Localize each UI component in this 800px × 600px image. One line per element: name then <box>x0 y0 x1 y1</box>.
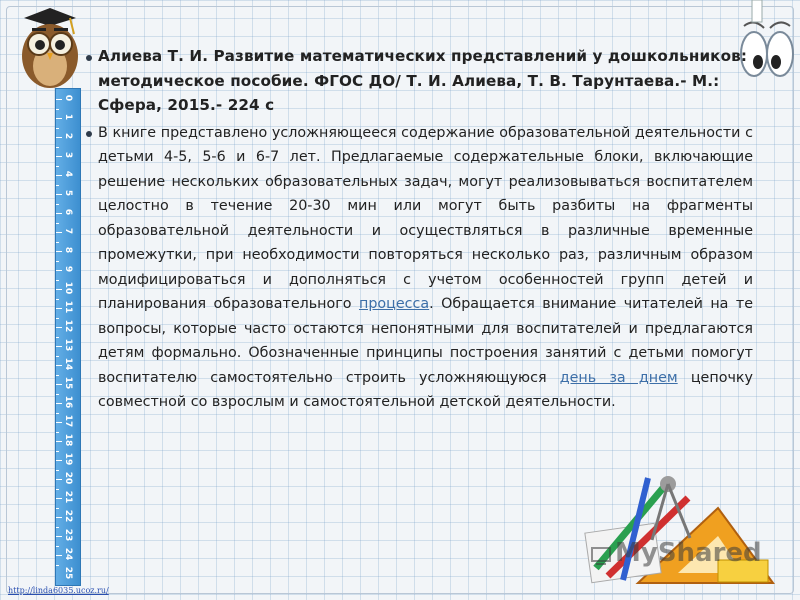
bullet-icon <box>86 131 92 137</box>
book-description <box>98 121 753 415</box>
ruler-tick <box>56 270 62 271</box>
ruler-tick <box>56 479 62 480</box>
ruler-tick <box>56 166 59 167</box>
ruler-tick <box>56 565 59 566</box>
ruler-tick <box>56 318 59 319</box>
ruler-tick <box>56 223 59 224</box>
ruler-tick <box>56 546 59 547</box>
ruler-number: 25 <box>63 566 73 580</box>
ruler-tick <box>56 432 59 433</box>
ruler-tick <box>56 156 62 157</box>
description-text: цепочку совместной со взрослым и самостоятельной детской деятельности. <box>98 369 753 410</box>
ruler-number: 0 <box>63 94 73 102</box>
ruler-tick <box>56 289 62 290</box>
ruler-number: 22 <box>63 509 73 523</box>
ruler-tick <box>56 517 62 518</box>
ruler-number: 5 <box>63 189 73 197</box>
ruler-tick <box>56 365 62 366</box>
ruler-tick <box>56 384 62 385</box>
ruler-tick <box>56 403 62 404</box>
ruler-number: 1 <box>63 113 73 121</box>
ruler-number: 6 <box>63 208 73 216</box>
description-text: . Обращается внимание читателей на те вопросы, которые часто остаются непонятными для воспитателей и предлагаются детям формально. Обозначенные принципы построения занятий с детьми помогут воспитателю самостоятельно строить усложняющуюся <box>98 296 753 386</box>
ruler-number: 9 <box>63 265 73 273</box>
bullet-icon <box>86 55 92 61</box>
ruler-tick <box>56 261 59 262</box>
ruler-tick <box>56 498 62 499</box>
ruler-number: 15 <box>63 376 73 390</box>
ruler-tick <box>56 185 59 186</box>
slide-content <box>98 44 753 415</box>
source-url-link[interactable]: http://linda6035.ucoz.ru/ <box>8 586 109 595</box>
watermark-text: MyShared <box>615 538 762 568</box>
ruler-tick <box>56 413 59 414</box>
book-citation-title: Алиева Т. И. Развитие математических представлений у дошкольников: методическое пособие. ФГОС ДО/ Т. И. Алиева, Т. В. Тарунтаева.- М.: Сфера, 2015.- 224 с <box>98 47 748 114</box>
ruler-tick <box>56 337 59 338</box>
watermark-logo-icon <box>590 544 612 566</box>
ruler-number: 13 <box>63 338 73 352</box>
ruler-tick <box>56 555 62 556</box>
ruler-tick <box>56 508 59 509</box>
ruler-tick <box>56 128 59 129</box>
ruler-number: 11 <box>63 300 73 314</box>
ruler-tick <box>56 280 59 281</box>
ruler-number: 19 <box>63 452 73 466</box>
ruler-tick <box>56 375 59 376</box>
ruler-tick <box>56 137 62 138</box>
ruler-number: 24 <box>63 547 73 561</box>
ruler-tick <box>56 441 62 442</box>
ruler-number: 21 <box>63 490 73 504</box>
ruler-tick <box>56 346 62 347</box>
ruler-number: 17 <box>63 414 73 428</box>
ruler-tick <box>56 470 59 471</box>
process-link[interactable]: процесса <box>358 296 430 312</box>
ruler-tick <box>56 118 62 119</box>
ruler-tick <box>56 489 59 490</box>
ruler-tick <box>56 147 59 148</box>
ruler-tick <box>56 327 62 328</box>
ruler-number: 14 <box>63 357 73 371</box>
ruler-tick <box>56 394 59 395</box>
ruler-tick <box>56 232 62 233</box>
ruler-number: 16 <box>63 395 73 409</box>
ruler-decoration <box>55 88 81 586</box>
ruler-number: 18 <box>63 433 73 447</box>
ruler-number: 23 <box>63 528 73 542</box>
ruler-number: 20 <box>63 471 73 485</box>
ruler-tick <box>56 527 59 528</box>
ruler-number: 10 <box>63 281 73 295</box>
ruler-tick <box>56 213 62 214</box>
day-by-day-link[interactable]: день за днем <box>559 369 678 386</box>
ruler-tick <box>56 356 59 357</box>
ruler-tick <box>56 175 62 176</box>
ruler-tick <box>56 451 59 452</box>
ruler-number: 12 <box>63 319 73 333</box>
ruler-tick <box>56 204 59 205</box>
ruler-tick <box>56 194 62 195</box>
ruler-number: 3 <box>63 151 73 159</box>
ruler-tick <box>56 99 62 100</box>
ruler-tick <box>56 251 62 252</box>
ruler-number: 8 <box>63 246 73 254</box>
owl-icon <box>10 4 90 94</box>
ruler-number: 2 <box>63 132 73 140</box>
ruler-number: 7 <box>63 227 73 235</box>
school-supplies-icon <box>568 468 778 586</box>
ruler-tick <box>56 242 59 243</box>
ruler-tick <box>56 109 59 110</box>
ruler-number: 4 <box>63 170 73 178</box>
ruler-tick <box>56 299 59 300</box>
ruler-tick <box>56 422 62 423</box>
ruler-tick <box>56 308 62 309</box>
description-text: В книге представлено усложняющееся содержание образовательной деятельности с детьми 4-5, 5-6 и 6-7 лет. Предлагаемые содержательные блоки, включающие решение нескольких образовательных задач, могут реализовываться воспитателем целостно в течение 20-30 мин или могут быть разбиты на фрагменты образовательной деятельности и осуществляться в различные временные промежутки, при необходимости повторяться несколько раз, различным образом модифицироваться и дополняться с учетом особенностей групп детей и планирования образовательного <box>98 124 753 312</box>
ruler-tick <box>56 460 62 461</box>
ruler-tick <box>56 536 62 537</box>
